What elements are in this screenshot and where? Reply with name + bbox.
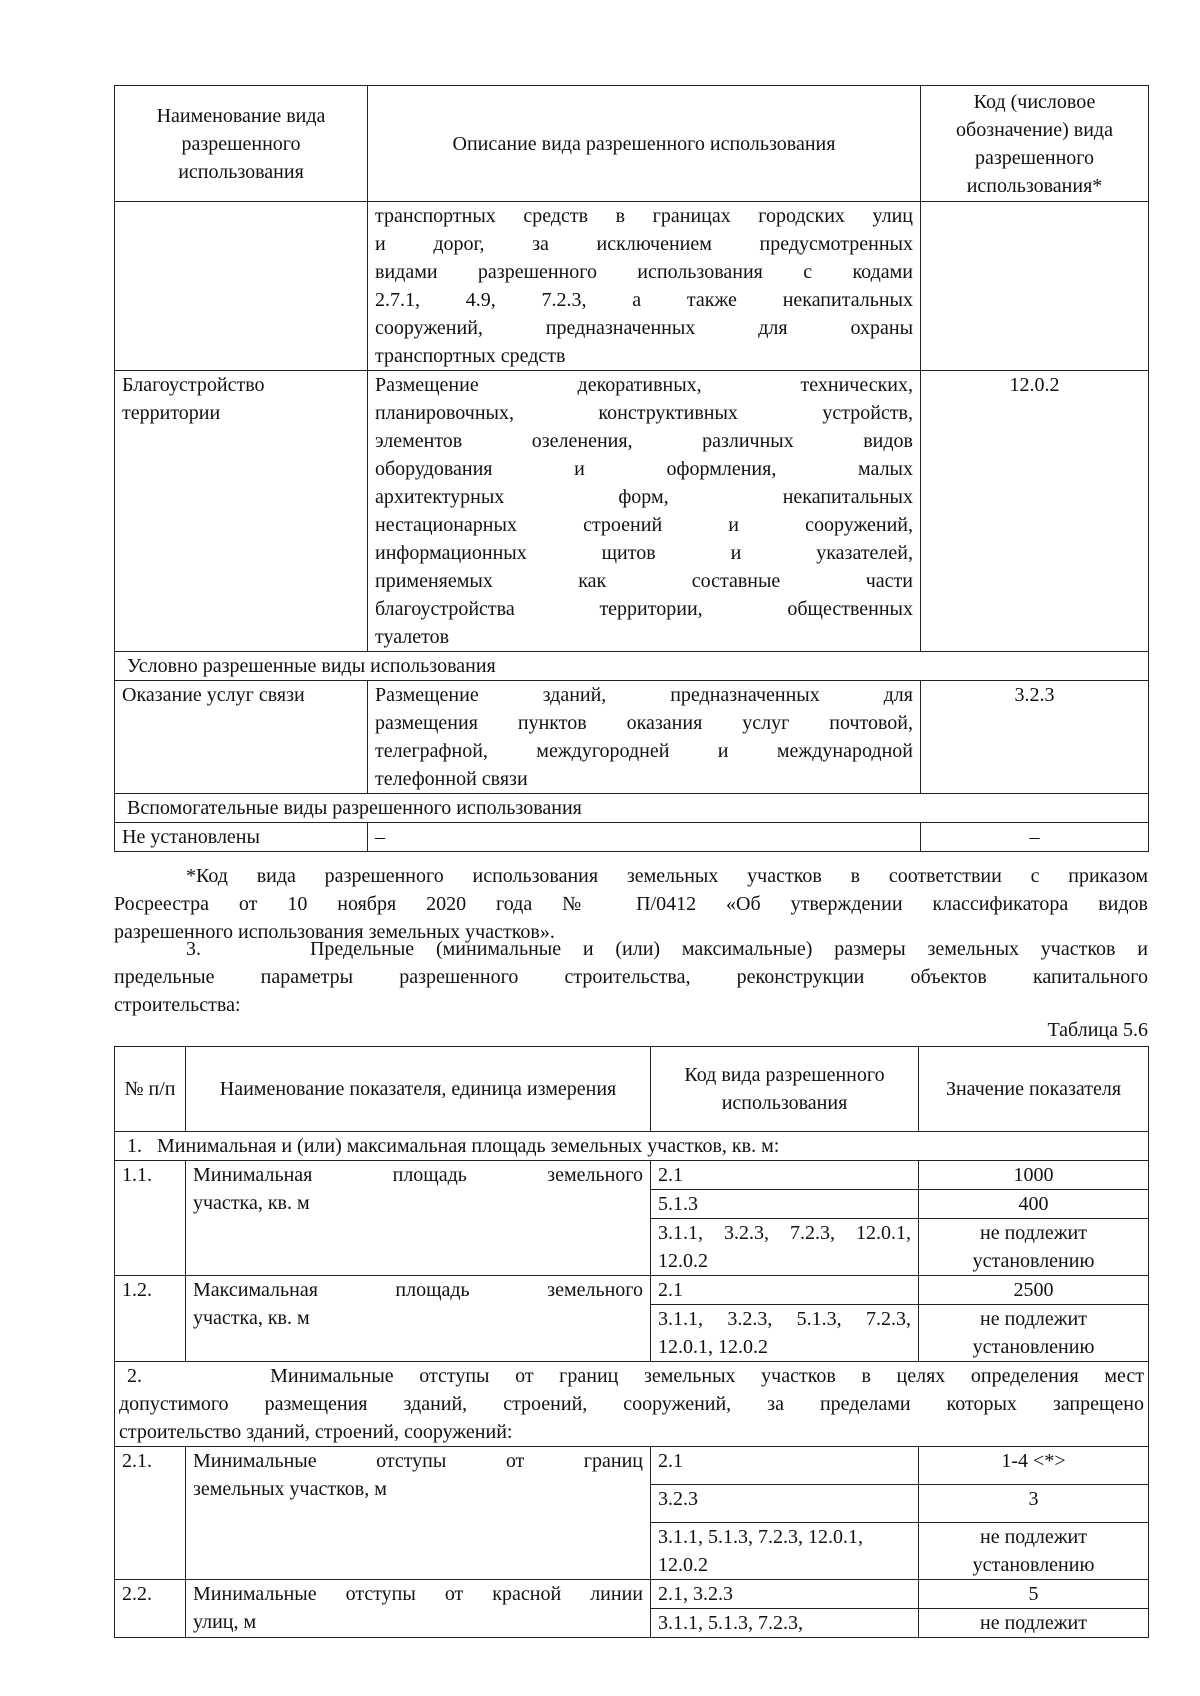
section-heading-row [115,794,1149,823]
permitted-use-table [114,85,1149,852]
row-number: 2.1. [115,1447,186,1580]
group-heading-line: допустимого размещения зданий, строений, сооружений, за пределами которых запрещено [119,1393,1144,1415]
section-line: строительства: [114,994,241,1016]
use-code: 2.1 [651,1161,919,1190]
group-heading-row [115,1362,1149,1447]
table-row [115,1580,1149,1609]
use-code: 3.2.3 [651,1485,919,1523]
table-row [115,371,1149,652]
description-line: применяемых как составные части [375,570,913,592]
description-line: архитектурных форм, некапитальных [375,486,913,508]
description-line: видами разрешенного использования с кодами [375,261,913,283]
section-3-paragraph [114,935,1148,1019]
row-name [115,202,368,371]
indicator-value: 3 [919,1485,1149,1523]
table-row [115,823,1149,852]
table-row [115,1161,1149,1190]
use-code: 3.1.1, 3.2.3, 5.1.3, 7.2.3, 12.0.1, 12.0.2 [651,1305,919,1362]
row-name: Оказание услуг связи [115,681,368,794]
indicator-value: 1000 [919,1161,1149,1190]
table-caption: Таблица 5.6 [1047,1019,1148,1041]
table-row [115,1447,1149,1485]
conditional-uses-heading: Условно разрешенные виды использования [115,652,1149,681]
row-code: 3.2.3 [921,681,1149,794]
section-line: 3. Предельные (минимальные и (или) максимальные) размеры земельных участков и [186,938,1148,960]
description-line: 2.7.1, 4.9, 7.2.3, а также некапитальных [375,289,913,311]
row-description: – [368,823,921,852]
indicator-name [186,1580,651,1638]
header-code: Код (числовое обозначение) вида разрешенного использования* [921,86,1149,202]
row-description [368,371,921,652]
group-2-heading [115,1362,1149,1447]
row-number: 1.2. [115,1276,186,1362]
indicator-line: Минимальные отступы от красной линии [193,1583,643,1605]
indicator-line: улиц, м [193,1611,257,1633]
description-line: планировочных, конструктивных устройств, [375,402,913,424]
description-line: Размещение зданий, предназначенных для [375,684,913,706]
group-heading-line: строительство зданий, строений, сооружений: [119,1421,513,1443]
group-heading-row [115,1132,1149,1161]
header-name: Наименование вида разрешенного использования [115,86,368,202]
use-code: 5.1.3 [651,1190,919,1219]
description-line: и дорог, за исключением предусмотренных [375,233,913,255]
description-line: сооружений, предназначенных для охраны [375,317,913,339]
indicator-line: земельных участков, м [193,1478,387,1500]
indicator-value: 1-4 <*> [919,1447,1149,1485]
indicator-value: не подлежит установлению [919,1219,1149,1276]
row-description [368,202,921,371]
description-line: информационных щитов и указателей, [375,542,913,564]
row-code: 12.0.2 [921,371,1149,652]
indicator-name [186,1161,651,1276]
section-line: предельные параметры разрешенного строительства, реконструкции объектов капитального [114,966,1148,988]
indicator-line: участка, кв. м [193,1192,310,1214]
header-use-code: Код вида разрешенного использования [651,1047,919,1132]
row-name: Не установлены [115,823,368,852]
description-line: благоустройства территории, общественных [375,598,913,620]
description-line: Размещение декоративных, технических, [375,374,913,396]
group-heading-line: 2. Минимальные отступы от границ земельных участков в целях определения мест [127,1365,1144,1387]
indicator-line: Максимальная площадь земельного [193,1279,643,1301]
row-code [921,202,1149,371]
use-code: 3.1.1, 5.1.3, 7.2.3, 12.0.1, 12.0.2 [651,1523,919,1580]
indicator-name [186,1447,651,1580]
parameters-table [114,1046,1149,1638]
group-1-heading: 1. Минимальная и (или) максимальная площадь земельных участков, кв. м: [115,1132,1149,1161]
use-code: 3.1.1, 5.1.3, 7.2.3, [651,1609,919,1638]
description-line: нестационарных строений и сооружений, [375,514,913,536]
footnote-line: Росреестра от 10 ноября 2020 года № П/0412 «Об утверждении классификатора видов [114,893,1148,915]
footnote-line: *Код вида разрешенного использования земельных участков в соответствии с приказом [186,865,1148,887]
header-indicator: Наименование показателя, единица измерения [186,1047,651,1132]
header-number: № п/п [115,1047,186,1132]
indicator-line: Минимальные отступы от границ [193,1450,643,1472]
indicator-value: не подлежит [919,1609,1149,1638]
row-number: 1.1. [115,1161,186,1276]
row-description [368,681,921,794]
use-code: 2.1 [651,1447,919,1485]
indicator-line: участка, кв. м [193,1307,310,1329]
footnote [114,862,1148,946]
description-line: элементов озеленения, различных видов [375,430,913,452]
use-code: 3.1.1, 3.2.3, 7.2.3, 12.0.1, 12.0.2 [651,1219,919,1276]
table-row [115,681,1149,794]
row-number: 2.2. [115,1580,186,1638]
indicator-value: не подлежит установлению [919,1523,1149,1580]
header-value: Значение показателя [919,1047,1149,1132]
indicator-value: 5 [919,1580,1149,1609]
section-heading-row [115,652,1149,681]
description-line: транспортных средств [375,345,566,367]
description-line: размещения пунктов оказания услуг почтовой, [375,712,913,734]
indicator-value: не подлежит установлению [919,1305,1149,1362]
table-header-row [115,86,1149,202]
header-description: Описание вида разрешенного использования [368,86,921,202]
description-line: оборудования и оформления, малых [375,458,913,480]
footnote-line: разрешенного использования земельных участков». [114,921,555,943]
indicator-line: Минимальная площадь земельного [193,1164,643,1186]
indicator-name [186,1276,651,1362]
use-code: 2.1 [651,1276,919,1305]
table-row [115,1276,1149,1305]
indicator-value: 2500 [919,1276,1149,1305]
description-line: туалетов [375,626,450,648]
table-row [115,202,1149,371]
indicator-value: 400 [919,1190,1149,1219]
table-header-row [115,1047,1149,1132]
use-code: 2.1, 3.2.3 [651,1580,919,1609]
auxiliary-uses-heading: Вспомогательные виды разрешенного использования [115,794,1149,823]
description-line: транспортных средств в границах городских улиц [375,205,913,227]
row-code: – [921,823,1149,852]
description-line: телеграфной, междугородней и международной [375,740,913,762]
row-name: Благоустройство территории [115,371,368,652]
description-line: телефонной связи [375,768,528,790]
